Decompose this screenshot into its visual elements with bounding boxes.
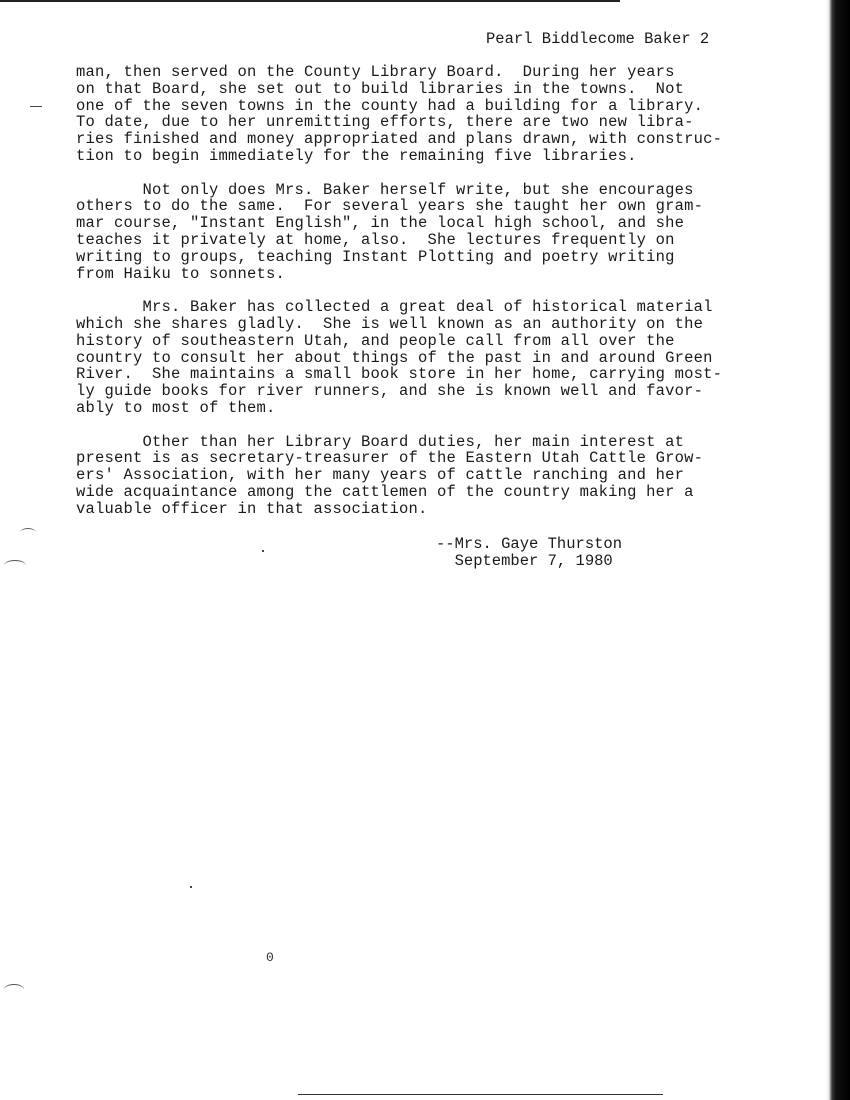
text-line: Other than her Library Board duties, her main interest at bbox=[76, 432, 685, 451]
scan-speck bbox=[30, 106, 42, 107]
signature-date: September 7, 1980 bbox=[436, 551, 613, 570]
bottom-edge-rule bbox=[298, 1094, 663, 1095]
paragraph bbox=[76, 182, 776, 283]
text-line: others to do the same. For several years she taught her own gram- bbox=[76, 197, 704, 216]
paragraph bbox=[76, 299, 776, 417]
text-line: writing to groups, teaching Instant Plotting and poetry writing bbox=[76, 247, 675, 266]
text-line: valuable officer in that association. bbox=[76, 499, 428, 518]
text-line: To date, due to her unremitting efforts, there are two new libra- bbox=[76, 113, 694, 132]
text-line: mar course, "Instant English", in the local high school, and she bbox=[76, 214, 685, 233]
document-body bbox=[76, 64, 776, 534]
text-line: Not only does Mrs. Baker herself write, but she encourages bbox=[76, 180, 694, 199]
text-line: River. She maintains a small book store in her home, carrying most- bbox=[76, 365, 723, 384]
running-head: Pearl Biddlecome Baker 2 bbox=[486, 30, 710, 48]
text-line: teaches it privately at home, also. She lectures frequently on bbox=[76, 230, 675, 249]
text-line: from Haiku to sonnets. bbox=[76, 264, 286, 283]
text-line: history of southeastern Utah, and people call from all over the bbox=[76, 331, 675, 350]
text-line: ers' Association, with her many years of cattle ranching and her bbox=[76, 466, 685, 485]
text-line: one of the seven towns in the county had a building for a library. bbox=[76, 96, 704, 115]
top-edge-rule bbox=[0, 0, 620, 2]
paragraph bbox=[76, 64, 776, 165]
margin-mark bbox=[4, 560, 26, 571]
text-line: country to consult her about things of the past in and around Green bbox=[76, 348, 713, 367]
margin-mark bbox=[4, 984, 24, 995]
margin-mark bbox=[20, 528, 36, 537]
signature-block bbox=[436, 536, 622, 570]
text-line: ly guide books for river runners, and she is known well and favor- bbox=[76, 382, 704, 401]
text-line: tion to begin immediately for the remaining five libraries. bbox=[76, 146, 637, 165]
text-line: which she shares gladly. She is well known as an authority on the bbox=[76, 314, 704, 333]
text-line: Mrs. Baker has collected a great deal of historical material bbox=[76, 298, 713, 317]
page-mark: 0 bbox=[266, 950, 274, 965]
scan-edge-shadow bbox=[826, 0, 850, 1100]
paragraph bbox=[76, 434, 776, 518]
text-line: ably to most of them. bbox=[76, 398, 276, 417]
text-line: wide acquaintance among the cattlemen of the country making her a bbox=[76, 482, 694, 501]
scan-speck bbox=[262, 550, 264, 552]
text-line: present is as secretary-treasurer of the Eastern Utah Cattle Grow- bbox=[76, 449, 704, 468]
text-line: ries finished and money appropriated and plans drawn, with construc- bbox=[76, 130, 723, 149]
text-line: on that Board, she set out to build libraries in the towns. Not bbox=[76, 79, 685, 98]
scan-speck bbox=[190, 886, 192, 888]
author-name: --Mrs. Gaye Thurston bbox=[436, 535, 623, 553]
text-line: man, then served on the County Library Board. During her years bbox=[76, 63, 675, 81]
